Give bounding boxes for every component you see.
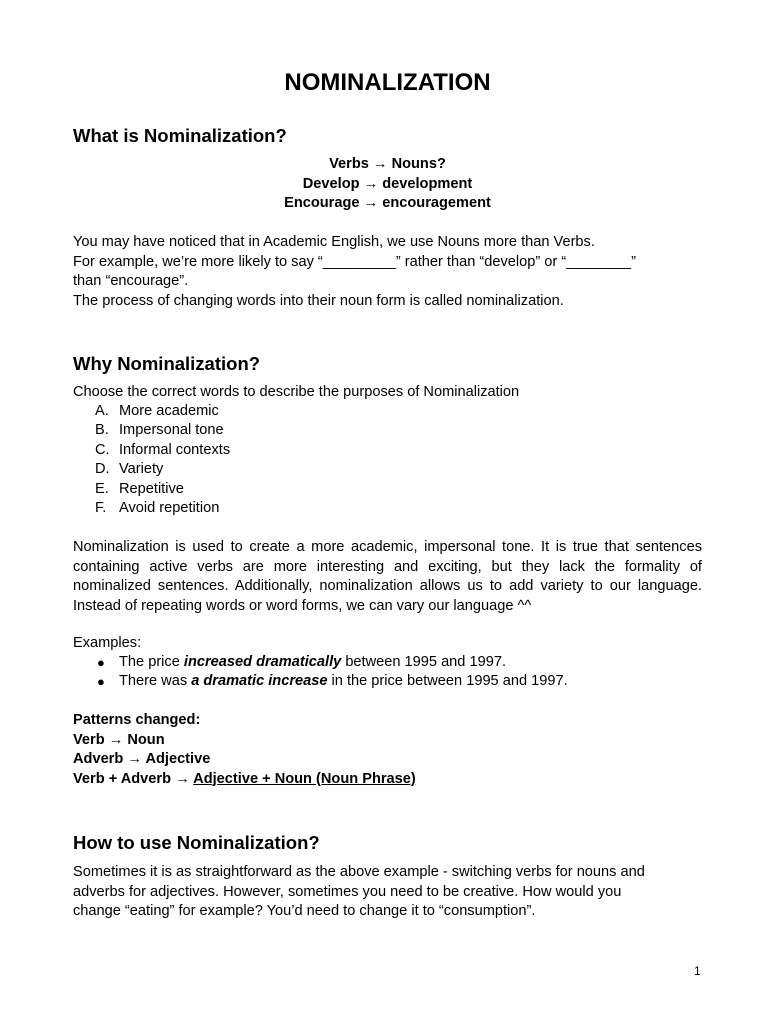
bullet-icon: ● (97, 674, 105, 690)
list-item: D. Variety (95, 461, 164, 478)
text-line: The process of changing words into their noun form is called nominalization. (73, 292, 564, 309)
intro-paragraph (73, 233, 702, 311)
patterns-heading: Patterns changed: (73, 712, 201, 728)
options-list (73, 402, 702, 518)
heading-why: Why Nominalization? (73, 353, 261, 374)
choose-prompt: Choose the correct words to describe the purposes of Nominalization (73, 384, 520, 400)
pattern-line: Adverb → Adjective (73, 751, 211, 767)
patterns-block (73, 711, 702, 789)
examples-list (73, 653, 702, 692)
example-line: Develop → development (302, 175, 473, 192)
text-line: change “eating” for example? You’d need to change it to “consumption”. (73, 903, 536, 919)
page-title: NOMINALIZATION (284, 69, 491, 96)
page-number: 1 (694, 964, 701, 978)
text-line: For example, we’re more likely to say “_________” rather than “develop” or “________” (73, 253, 636, 270)
list-item: A. More academic (95, 403, 219, 419)
pattern-line: Verb + Adverb → Adjective + Noun (Noun Phrase) (73, 770, 416, 787)
pattern-line: Verb → Noun (73, 731, 165, 748)
list-item: ● The price increased dramatically between 1995 and 1997. (73, 653, 702, 672)
text-line: than “encourage”. (73, 273, 189, 289)
heading-what-is: What is Nominalization? (73, 125, 287, 146)
explanation-paragraph: Nominalization is used to create a more academic, impersonal tone. It is true that sentences containing active verbs are more interesting and exciting, but they lack the formality of nominalized sentences. Additionally, nominalization allows us to add variety to our language. Instead of repeating words or word forms, we can vary our language ^^ (73, 539, 702, 614)
text-line: You may have noticed that in Academic English, we use Nouns more than Verbs. (73, 234, 595, 250)
how-paragraph (73, 863, 702, 922)
list-item: ● There was a dramatic increase in the price between 1995 and 1997. (73, 672, 702, 691)
text-line: Sometimes it is as straightforward as the above example - switching verbs for nouns and (73, 864, 645, 880)
list-item: E. Repetitive (95, 480, 184, 497)
list-item: F. Avoid repetition (95, 499, 220, 516)
example-line: Verbs → Nouns? (329, 156, 446, 172)
list-item: B. Impersonal tone (95, 422, 224, 439)
text-line: adverbs for adjectives. However, sometimes you need to be creative. How would you (73, 883, 622, 900)
example-line: Encourage → encouragement (284, 195, 491, 211)
bullet-icon: ● (97, 655, 105, 670)
verb-noun-examples (73, 155, 702, 214)
list-item: C. Informal contexts (95, 441, 231, 458)
examples-label: Examples: (73, 635, 142, 651)
heading-how: How to use Nominalization? (73, 832, 320, 853)
